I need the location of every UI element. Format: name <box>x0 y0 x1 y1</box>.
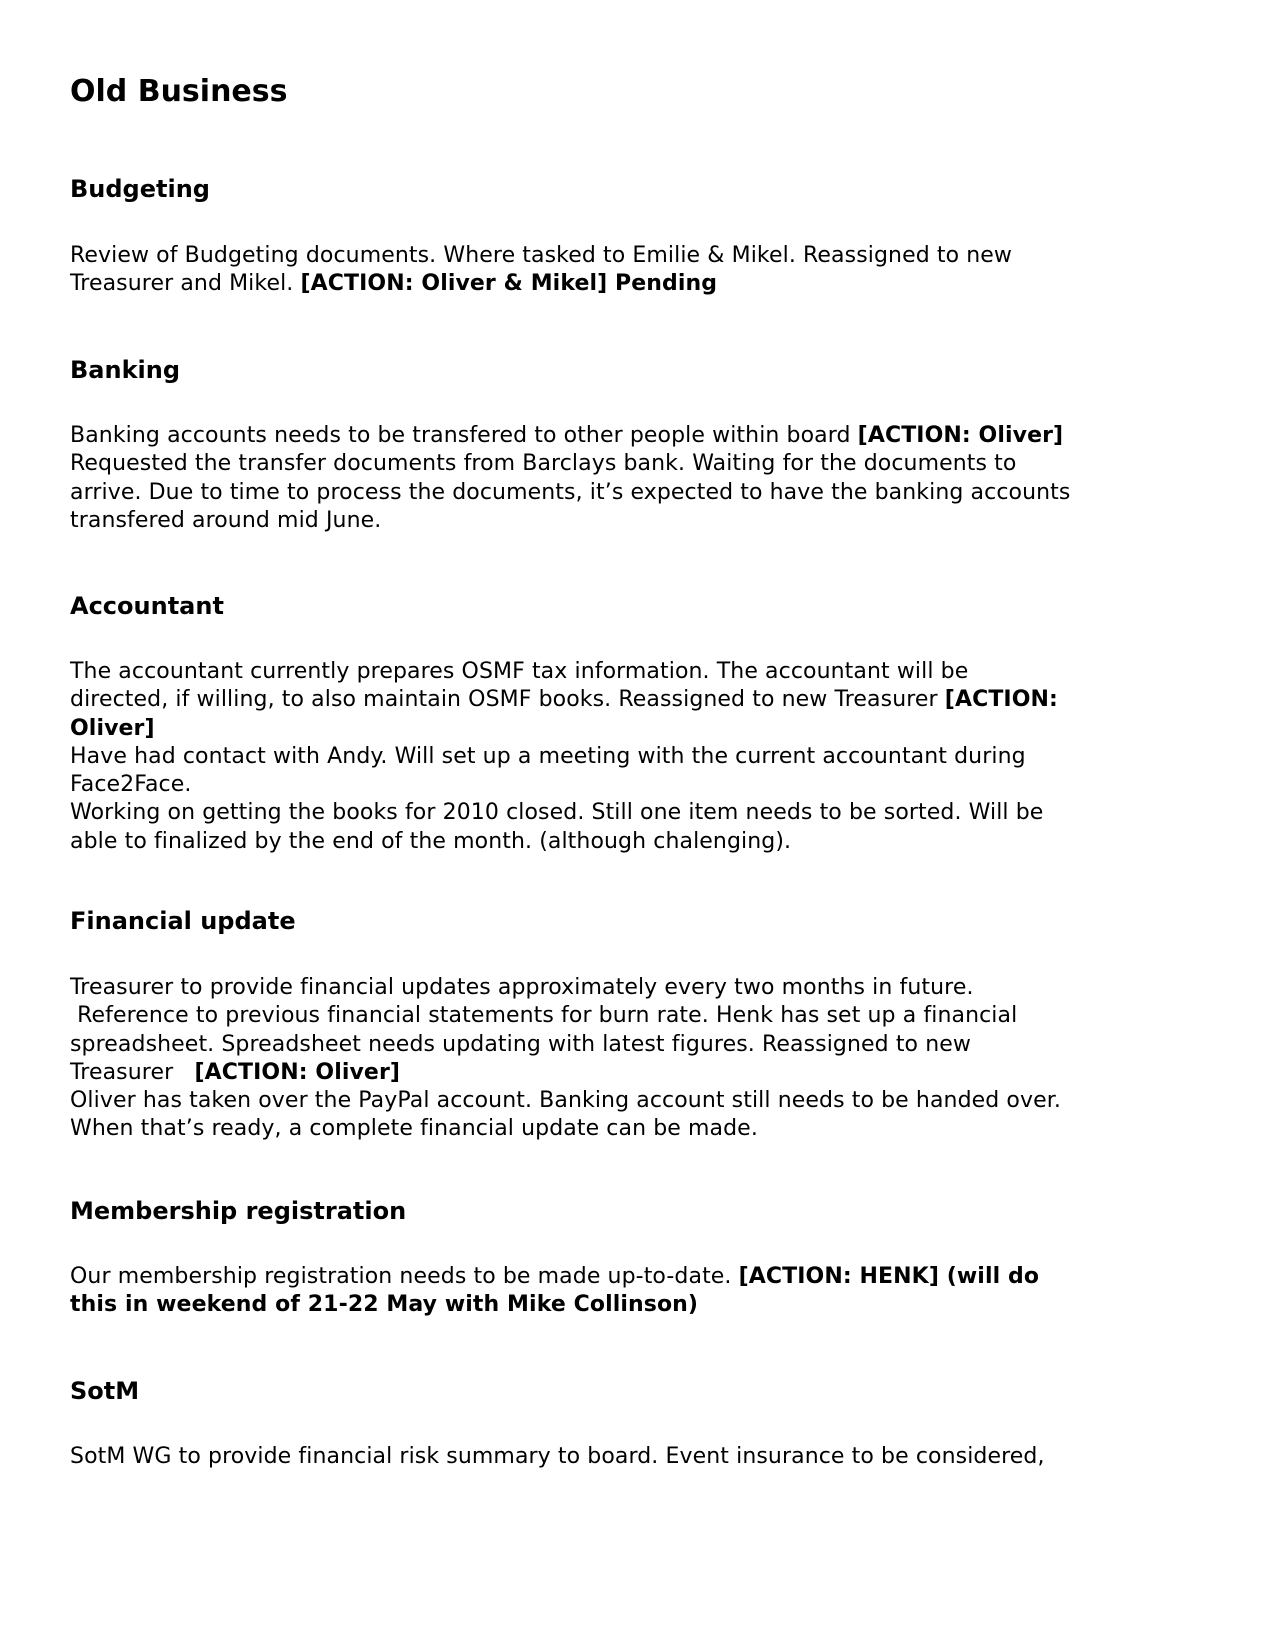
text-line: SotM WG to provide financial risk summary to board. Event insurance to be considered, <box>70 1444 1045 1469</box>
text-line: Treasurer [ACTION: Oliver] <box>70 1059 401 1085</box>
text-line: spreadsheet. Spreadsheet needs updating with latest figures. Reassigned to new <box>70 1031 971 1057</box>
text-line <box>70 715 1220 743</box>
action-item: [ACTION: Oliver & Mikel] Pending <box>300 271 718 297</box>
text-line: transfered around mid June. <box>70 507 382 533</box>
section-body-banking <box>70 422 1220 535</box>
text-line <box>70 1291 1220 1319</box>
text-line: When that’s ready, a complete financial update can be made. <box>70 1116 758 1142</box>
text-line: Treasurer and Mikel. [ACTION: Oliver & Mikel] Pending <box>70 271 718 297</box>
section-body-budgeting <box>70 242 1220 299</box>
page-title: Old Business <box>70 74 288 109</box>
section-heading-budgeting: Budgeting <box>70 175 210 203</box>
section-body-membership-registration <box>70 1263 1220 1320</box>
text-line: Oliver has taken over the PayPal account. Banking account still needs to be handed over. <box>70 1088 1061 1114</box>
action-item: [ACTION: Oliver] <box>194 1059 401 1085</box>
action-item: [ACTION: HENK] (will do <box>738 1264 1040 1289</box>
section-heading-sotm: SotM <box>70 1377 140 1405</box>
section-heading-accountant: Accountant <box>70 592 224 620</box>
text-line: Our membership registration needs to be made up-to-date. [ACTION: HENK] (will do <box>70 1264 1040 1289</box>
text-line: Reference to previous financial statements for burn rate. Henk has set up a financial <box>70 1003 1018 1029</box>
section-heading-membership-registration: Membership registration <box>70 1197 407 1225</box>
text-line: Review of Budgeting documents. Where tasked to Emilie & Mikel. Reassigned to new <box>70 243 1013 268</box>
text-line: directed, if willing, to also maintain OSMF books. Reassigned to new Treasurer [ACTION: <box>70 687 1058 713</box>
action-item: [ACTION: Oliver] <box>857 423 1064 448</box>
action-item: [ACTION: <box>944 687 1058 713</box>
text-line: Treasurer to provide financial updates approximately every two months in future. <box>70 975 974 1000</box>
section-heading-financial-update: Financial update <box>70 907 296 935</box>
text-line: Face2Face. <box>70 772 192 798</box>
text-line: Requested the transfer documents from Barclays bank. Waiting for the documents to <box>70 451 1017 477</box>
text-line: Working on getting the books for 2010 closed. Still one item needs to be sorted. Will be <box>70 800 1044 826</box>
section-body-sotm <box>70 1443 1220 1471</box>
text-line: Banking accounts needs to be transfered to other people within board [ACTION: Oliver] <box>70 423 1064 448</box>
text-line: The accountant currently prepares OSMF tax information. The accountant will be <box>70 659 969 684</box>
section-heading-banking: Banking <box>70 356 181 384</box>
action-item: Oliver] <box>70 715 155 741</box>
text-line: able to finalized by the end of the month. (although chalenging). <box>70 828 792 854</box>
section-body-accountant <box>70 658 1220 856</box>
action-item: this in weekend of 21-22 May with Mike Collinson) <box>70 1292 699 1318</box>
text-line: arrive. Due to time to process the documents, it’s expected to have the banking accounts <box>70 479 1071 505</box>
text-line: Have had contact with Andy. Will set up a meeting with the current accountant during <box>70 743 1026 769</box>
section-body-financial-update <box>70 974 1220 1144</box>
